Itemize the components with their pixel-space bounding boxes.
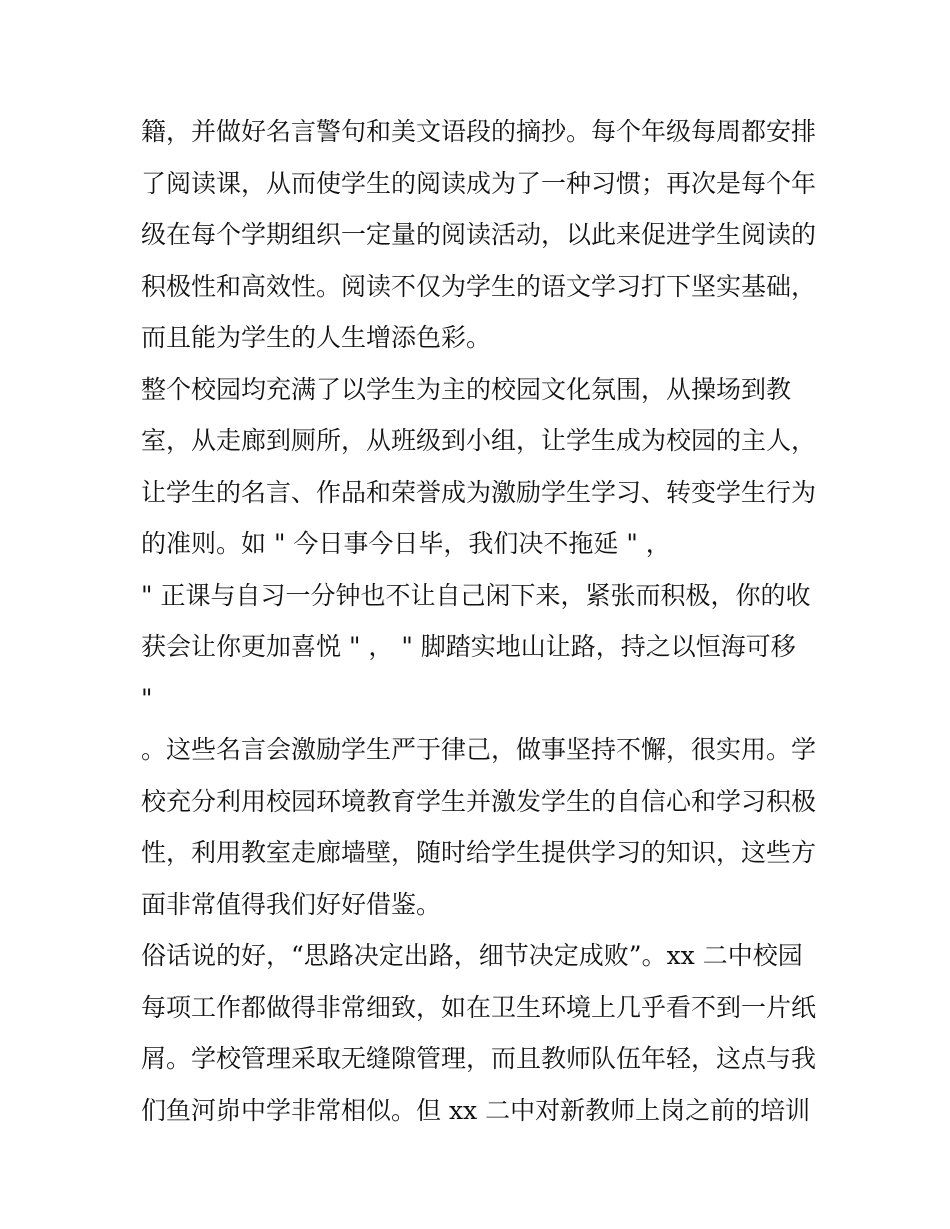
text-line: 。这些名言会激励学生严于律己，做事坚持不懈，很实用。学 (141, 735, 817, 764)
text-line: 们鱼河峁中学非常相似。但 xx 二中对新教师上岗之前的培训 (141, 1095, 811, 1125)
text-line: 积极性和高效性。阅读不仅为学生的语文学习打下坚实基础， (141, 271, 817, 301)
text-line: 面非常值得我们好好借鉴。 (141, 889, 442, 919)
text-line: 室，从走廊到厕所，从班级到小组，让学生成为校园的主人， (141, 426, 817, 455)
text-line: 屑。学校管理采取无缝隙管理，而且教师队伍年轻，这点与我 (141, 1044, 817, 1073)
text-line: 每项工作都做得非常细致，如在卫生环境上几乎看不到一片纸 (141, 992, 817, 1022)
text-line: " (141, 683, 153, 713)
text-line: 级在每个学期组织一定量的阅读活动，以此来促进学生阅读的 (141, 220, 817, 249)
text-line: 俗话说的好，“思路决定出路，细节决定成败”。xx 二中校园 (141, 941, 803, 970)
text-line: 整个校园均充满了以学生为主的校园文化氛围，从操场到教 (141, 374, 792, 404)
text-line: 获会让你更加喜悦 " ， " 脚踏实地山让路，持之以恒海可移 (141, 632, 796, 661)
text-line: 的准则。如 " 今日事今日毕，我们决不拖延 " ， (141, 529, 671, 558)
text-line: 籍，并做好名言警句和美文语段的摘抄。每个年级每周都安排 (141, 117, 817, 146)
text-line: " 正课与自习一分钟也不让自己闲下来，紧张而积极，你的收 (141, 580, 811, 610)
document-body (141, 106, 821, 1136)
text-line: 校充分利用校园环境教育学生并激发学生的自信心和学习积极 (141, 786, 817, 816)
text-line: 让学生的名言、作品和荣誉成为激励学生学习、转变学生行为 (141, 477, 817, 507)
text-line: 性，利用教室走廊墙壁，随时给学生提供学习的知识，这些方 (141, 838, 817, 867)
text-line: 了阅读课，从而使学生的阅读成为了一种习惯；再次是每个年 (141, 168, 817, 198)
text-line: 而且能为学生的人生增添色彩。 (141, 323, 492, 352)
